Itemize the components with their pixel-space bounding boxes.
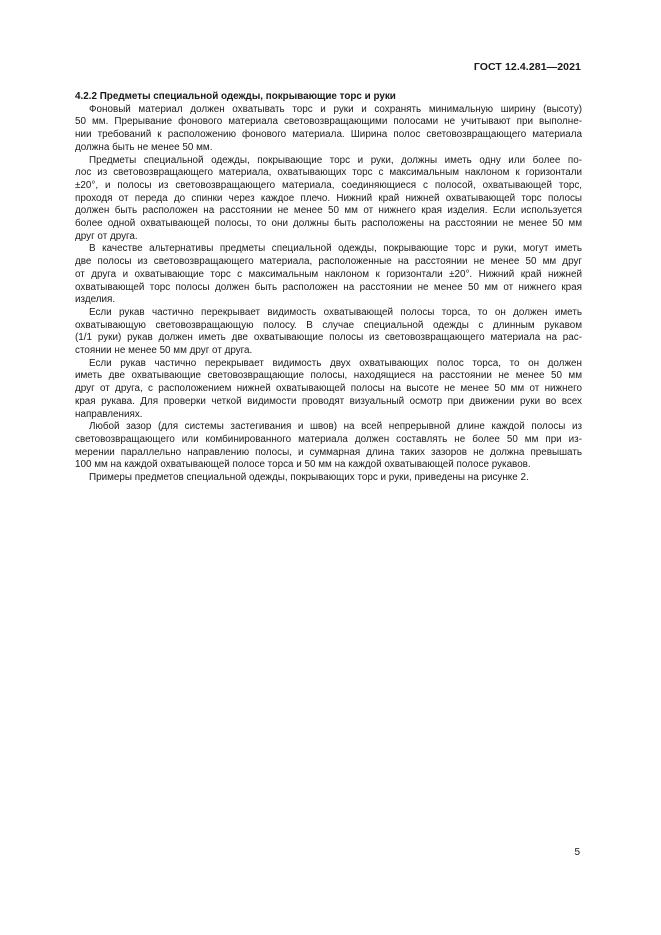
- paragraph-line: световозвращающего или комбинированного материала должен составлять не более 50 мм при из-: [75, 433, 582, 445]
- paragraph-line: Фоновый материал должен охватывать торс и руки и сохранять минимальную ширину (высоту): [89, 103, 582, 115]
- paragraph-line: проходя от переда до спинки через каждое плечо. Нижний край нижней охватывающей торс полосы: [75, 192, 582, 204]
- paragraph-line: направлениях.: [75, 408, 143, 420]
- paragraph-line: Если рукав частично перекрывает видимость двух охватывающих полос торса, то он должен: [89, 357, 582, 369]
- paragraph-line: 100 мм на каждой охватывающей полосе торса и 50 мм на каждой охватывающей полосе рукавов.: [75, 459, 531, 471]
- page-number: 5: [574, 847, 580, 858]
- paragraph-line: В качестве альтернативы предметы специальной одежды, покрывающие торс и руки, могут иметь: [89, 243, 582, 255]
- paragraph-line: (1/1 руки) рукав должен иметь две охватывающие полосы из световозвращающего материала на рас-: [75, 332, 582, 344]
- paragraph-line: охватывающую световозвращающую полосу. В случае специальной одежды с длинным рукавом: [75, 319, 582, 331]
- paragraphs: [75, 104, 582, 485]
- paragraph-line: друг от друга, с расположением нижней охватывающей полосы на высоте не менее 50 мм от нижнего: [75, 383, 582, 395]
- paragraph-line: стоянии не менее 50 мм друг от друга.: [75, 345, 253, 357]
- paragraph-line: должен быть расположен на расстоянии не менее 50 мм от нижнего края изделия. Если используется: [75, 205, 582, 217]
- paragraph-line: Предметы специальной одежды, покрывающие торс и руки, должны иметь одну или более по-: [89, 154, 582, 166]
- paragraph: [75, 243, 582, 307]
- paragraph-line: иметь две охватывающие световозвращающие полосы, находящиеся на расстоянии не менее 50 мм: [75, 370, 582, 382]
- paragraph-line: лос из световозвращающего материала, охватывающих торс с максимальным наклоном к горизонтали: [75, 167, 582, 179]
- paragraph-line: от друга и охватывающие торс с максимальным наклоном к горизонтали ±20°. Нижний край нижней: [75, 268, 582, 280]
- paragraph: [75, 421, 582, 472]
- paragraph-line: Примеры предметов специальной одежды, покрывающих торс и руки, приведены на рисунке 2.: [89, 472, 529, 484]
- paragraph-line: охватывающей торс полосы должен быть расположен на расстоянии не менее 50 мм от нижнего края: [75, 281, 582, 293]
- paragraph-line: должна быть не менее 50 мм.: [75, 141, 213, 153]
- paragraph-line: более одной охватывающей полосы, то они должны быть расположены на расстоянии не менее 50 мм: [75, 218, 582, 230]
- paragraph-line: мерении параллельно направлению полосы, и суммарная длина таких зазоров не должна превышать: [75, 446, 582, 458]
- paragraph-line: друг от друга.: [75, 230, 138, 242]
- paragraph-line: изделия.: [75, 294, 116, 306]
- section-body: [75, 91, 582, 485]
- paragraph-line: Если рукав частично перекрывает видимость охватывающей полосы торса, то он должен иметь: [89, 306, 582, 318]
- paragraph-line: две полосы из световозвращающего материала, расположенные на расстоянии не менее 50 мм друг: [75, 256, 582, 268]
- paragraph: [75, 472, 582, 485]
- paragraph-line: края рукава. Для проверки четкой видимости проводят визуальный осмотр при движении руки во всех: [75, 395, 582, 407]
- paragraph: [75, 358, 582, 422]
- paragraph: [75, 307, 582, 358]
- document-code: ГОСТ 12.4.281—2021: [473, 61, 581, 73]
- paragraph-line: 50 мм. Прерывание фонового материала световозвращающими полосами не учитывают при выполне-: [75, 116, 582, 128]
- section-heading: 4.2.2 Предметы специальной одежды, покрывающие торс и руки: [75, 91, 396, 102]
- paragraph: [75, 155, 582, 244]
- paragraph-line: ±20°, и полосы из световозвращающего материала, соединяющиеся с полосой, охватывающей торс,: [75, 179, 582, 191]
- paragraph: [75, 104, 582, 155]
- paragraph-line: нии требований к расположению фонового материала. Ширина полос световозвращающего материала: [75, 129, 582, 141]
- paragraph-line: Любой зазор (для системы застегивания и швов) на всей непрерывной длине каждой полосы из: [89, 421, 582, 433]
